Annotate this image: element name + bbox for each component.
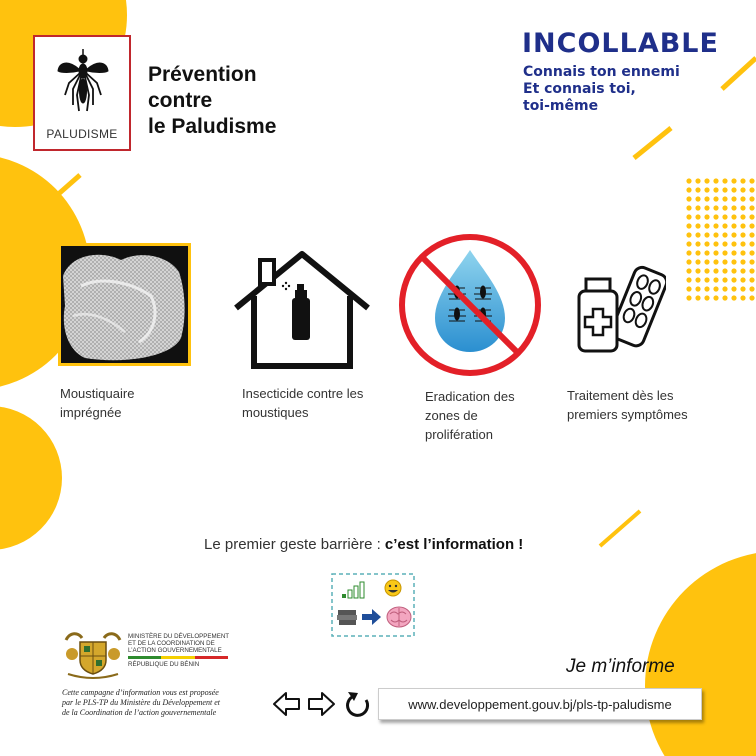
- yellow-dot: [704, 223, 709, 228]
- yellow-dot: [740, 205, 745, 210]
- title-line: Prévention: [148, 63, 257, 86]
- yellow-stroke-right-1: [634, 128, 671, 158]
- yellow-dot: [713, 286, 718, 291]
- yellow-dot: [713, 295, 718, 300]
- yellow-dot: [731, 295, 736, 300]
- yellow-dot: [695, 214, 700, 219]
- je-minforme-label: Je m’informe: [566, 656, 675, 677]
- yellow-dot: [731, 187, 736, 192]
- yellow-dot: [731, 241, 736, 246]
- yellow-dot: [686, 268, 691, 273]
- yellow-dot: [713, 268, 718, 273]
- flag-stripe: [128, 656, 228, 659]
- yellow-dot: [722, 286, 727, 291]
- caption-line: Insecticide contre les: [242, 386, 364, 401]
- yellow-dot: [713, 232, 718, 237]
- yellow-dot: [713, 214, 718, 219]
- yellow-circle-bottom-right: [645, 551, 756, 756]
- yellow-dot: [749, 259, 754, 264]
- yellow-dot: [704, 295, 709, 300]
- yellow-dot: [695, 259, 700, 264]
- refresh-icon[interactable]: [348, 692, 368, 715]
- yellow-dot: [740, 241, 745, 246]
- yellow-dot: [695, 241, 700, 246]
- yellow-dot: [686, 259, 691, 264]
- brand-sub-line: Et connais toi,: [523, 81, 636, 97]
- yellow-dot: [686, 178, 691, 183]
- yellow-dot: [740, 259, 745, 264]
- yellow-dot: [722, 214, 727, 219]
- yellow-dot: [722, 196, 727, 201]
- yellow-dot: [686, 205, 691, 210]
- yellow-dot: [749, 223, 754, 228]
- yellow-dot: [722, 295, 727, 300]
- yellow-dot: [686, 232, 691, 237]
- yellow-dot: [749, 250, 754, 255]
- yellow-dot: [731, 268, 736, 273]
- medicine-icon: [576, 263, 666, 355]
- yellow-dot: [695, 277, 700, 282]
- yellow-stroke-right-3: [600, 511, 640, 546]
- caption-line: prolifération: [425, 427, 493, 442]
- yellow-dot: [740, 277, 745, 282]
- yellow-circle-bottom-left: [0, 406, 62, 550]
- yellow-dot: [749, 232, 754, 237]
- yellow-dot: [722, 268, 727, 273]
- campaign-text: [62, 688, 277, 718]
- yellow-dot: [704, 205, 709, 210]
- navigation-arrows: [272, 690, 372, 718]
- yellow-dot: [695, 250, 700, 255]
- yellow-dot: [749, 205, 754, 210]
- title-line: contre: [148, 89, 213, 112]
- ministry-line: ET DE LA COORDINATION DE: [128, 640, 215, 647]
- information-icon: [330, 572, 416, 638]
- yellow-dot: [749, 286, 754, 291]
- yellow-dot: [695, 232, 700, 237]
- yellow-dot: [731, 250, 736, 255]
- yellow-dot: [722, 250, 727, 255]
- yellow-dot: [731, 205, 736, 210]
- campaign-line: de la Coordination de l’action gouvernementale: [62, 708, 217, 717]
- yellow-dot: [722, 223, 727, 228]
- yellow-dot: [749, 268, 754, 273]
- caption-line: Traitement dès les: [567, 388, 674, 403]
- banner-lead: Le premier geste barrière :: [204, 536, 385, 553]
- yellow-dot: [686, 241, 691, 246]
- yellow-dot: [704, 187, 709, 192]
- yellow-dot: [713, 277, 718, 282]
- yellow-dot: [740, 250, 745, 255]
- yellow-dot: [722, 241, 727, 246]
- coat-of-arms-icon: [62, 628, 124, 680]
- measure-caption-insecticide: [242, 384, 363, 422]
- yellow-dot: [704, 196, 709, 201]
- yellow-dot: [731, 196, 736, 201]
- yellow-dot: [749, 277, 754, 282]
- yellow-dot: [686, 214, 691, 219]
- house-insecticide-icon: [232, 250, 372, 370]
- yellow-dot: [731, 178, 736, 183]
- back-arrow-icon[interactable]: [274, 693, 299, 715]
- yellow-dot: [749, 187, 754, 192]
- yellow-dot: [722, 259, 727, 264]
- yellow-dot: [740, 268, 745, 273]
- yellow-dot: [731, 223, 736, 228]
- banner-text: [204, 536, 523, 553]
- yellow-dot: [704, 286, 709, 291]
- campaign-line: par le PLS-TP du Ministère du Développement et: [62, 698, 220, 707]
- yellow-dot: [686, 196, 691, 201]
- caption-line: Moustiquaire: [60, 386, 135, 401]
- yellow-dot: [695, 268, 700, 273]
- title-line: le Paludisme: [148, 115, 277, 138]
- yellow-dot: [740, 223, 745, 228]
- paludisme-logo: [33, 35, 131, 151]
- yellow-dot: [686, 223, 691, 228]
- website-url[interactable]: www.developpement.gouv.bj/pls-tp-paludisme: [378, 688, 702, 720]
- campaign-line: Cette campagne d’information vous est proposée: [62, 688, 219, 697]
- measure-caption-eradication: [425, 387, 515, 444]
- ministry-name: [128, 633, 229, 654]
- yellow-dot: [704, 178, 709, 183]
- page-title: [148, 62, 276, 140]
- caption-line: Eradication des: [425, 389, 515, 404]
- yellow-dot: [740, 286, 745, 291]
- yellow-dot: [704, 232, 709, 237]
- yellow-dot: [731, 232, 736, 237]
- measure-caption-net: [60, 384, 134, 422]
- yellow-dot: [722, 232, 727, 237]
- yellow-dot: [740, 178, 745, 183]
- brand-sub-line: toi-même: [523, 98, 599, 114]
- ministry-line: MINISTÈRE DU DÉVELOPPEMENT: [128, 633, 230, 640]
- yellow-dot: [713, 241, 718, 246]
- yellow-dot: [713, 178, 718, 183]
- forward-arrow-icon[interactable]: [309, 693, 334, 715]
- measure-caption-treatment: [567, 386, 688, 424]
- yellow-dot: [695, 196, 700, 201]
- yellow-dot: [740, 214, 745, 219]
- yellow-dot: [704, 241, 709, 246]
- yellow-dot: [740, 187, 745, 192]
- republic-name: RÉPUBLIQUE DU BÉNIN: [128, 661, 200, 668]
- yellow-dot-grid: [686, 178, 754, 300]
- yellow-dot: [731, 259, 736, 264]
- yellow-dot: [749, 214, 754, 219]
- mosquito-net-photo: [58, 243, 191, 366]
- yellow-dot: [740, 295, 745, 300]
- yellow-dot: [704, 268, 709, 273]
- yellow-dot: [731, 214, 736, 219]
- yellow-dot: [695, 178, 700, 183]
- yellow-dot: [731, 286, 736, 291]
- yellow-dot: [749, 241, 754, 246]
- yellow-dot: [713, 205, 718, 210]
- no-breeding-sites-icon: [397, 232, 543, 378]
- caption-line: premiers symptômes: [567, 407, 688, 422]
- yellow-dot: [722, 277, 727, 282]
- brand-title: INCOLLABLE: [522, 28, 719, 59]
- yellow-dot: [713, 187, 718, 192]
- net-image: [61, 246, 189, 364]
- banner-emphasis: c’est l’information !: [384, 536, 524, 553]
- yellow-dot: [713, 259, 718, 264]
- yellow-dot: [686, 187, 691, 192]
- yellow-dot: [749, 196, 754, 201]
- yellow-dot: [695, 286, 700, 291]
- yellow-dot: [722, 178, 727, 183]
- yellow-dot: [713, 223, 718, 228]
- caption-line: imprégnée: [60, 405, 122, 420]
- yellow-dot: [695, 187, 700, 192]
- yellow-dot: [686, 277, 691, 282]
- yellow-dot: [749, 178, 754, 183]
- caption-line: zones de: [425, 408, 478, 423]
- yellow-dot: [713, 196, 718, 201]
- mosquito-icon: [57, 49, 109, 113]
- yellow-dot: [740, 196, 745, 201]
- yellow-dot: [713, 250, 718, 255]
- yellow-dot: [686, 295, 691, 300]
- yellow-dot: [686, 250, 691, 255]
- logo-label: PALUDISME: [46, 127, 118, 141]
- ministry-line: L’ACTION GOUVERNEMENTALE: [128, 647, 222, 654]
- yellow-dot: [695, 295, 700, 300]
- yellow-dot: [722, 187, 727, 192]
- brand-subtitle: [523, 64, 680, 115]
- yellow-dot: [704, 277, 709, 282]
- brand-sub-line: Connais ton ennemi: [523, 64, 680, 80]
- yellow-dot: [731, 277, 736, 282]
- yellow-stroke-right-2: [722, 58, 756, 89]
- yellow-dot: [704, 250, 709, 255]
- yellow-dot: [704, 259, 709, 264]
- yellow-dot: [722, 205, 727, 210]
- yellow-dot: [686, 286, 691, 291]
- caption-line: moustiques: [242, 405, 309, 420]
- yellow-dot: [740, 232, 745, 237]
- yellow-dot: [749, 295, 754, 300]
- yellow-dot: [704, 214, 709, 219]
- yellow-dot: [695, 205, 700, 210]
- yellow-dot: [695, 223, 700, 228]
